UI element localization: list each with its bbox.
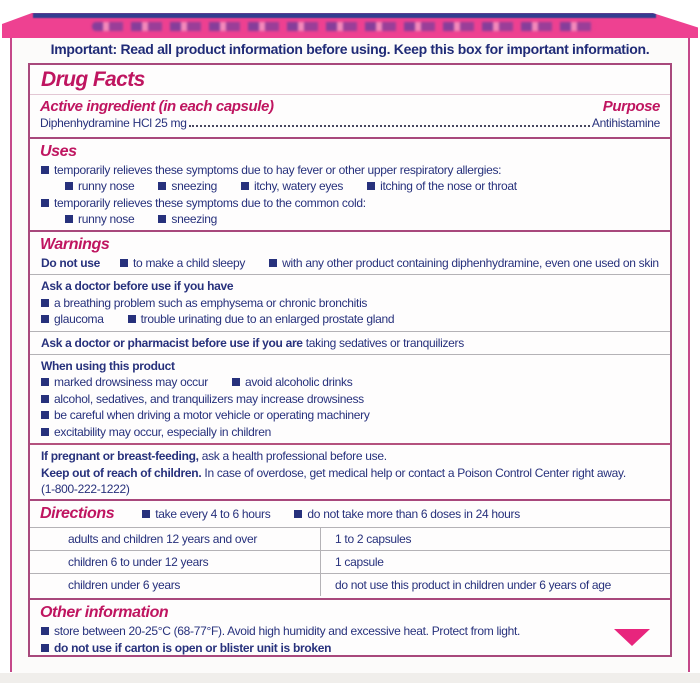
bullet-text: to make a child sleepy xyxy=(133,255,246,270)
bullet-row xyxy=(39,311,661,327)
square-bullet-icon xyxy=(41,395,49,403)
bullet-item xyxy=(41,392,364,406)
bullet-item xyxy=(41,425,271,439)
square-bullet-icon xyxy=(41,315,49,323)
do-not-use-row xyxy=(39,255,661,271)
dotted-leader xyxy=(189,125,590,127)
important-notice: Important: Read all product information before using. Keep this box for important information. xyxy=(50,41,650,57)
bullet-item xyxy=(294,507,520,521)
bullet-text: marked drowsiness may occur xyxy=(54,375,208,390)
bullet-row xyxy=(39,640,661,656)
dose-table-row xyxy=(30,527,670,550)
bullet-text: take every 4 to 6 hours xyxy=(155,507,271,522)
keep-out-lead: Keep out of reach of children. xyxy=(41,465,202,480)
keep-out-row xyxy=(39,465,661,481)
bullet-text: excitability may occur, especially in children xyxy=(54,424,271,439)
bullet-item xyxy=(241,179,343,193)
ingredient-row xyxy=(39,115,661,135)
bullet-item xyxy=(65,212,134,226)
bullet-item xyxy=(41,196,366,210)
bullet-item xyxy=(41,375,208,389)
bullet-row xyxy=(39,407,661,423)
bullet-text: do not use if carton is open or blister unit is broken xyxy=(54,640,332,655)
square-bullet-icon xyxy=(241,182,249,190)
square-bullet-icon xyxy=(41,299,49,307)
square-bullet-icon xyxy=(65,182,73,190)
bullet-item xyxy=(41,296,367,310)
bullet-item xyxy=(41,624,520,638)
section-divider xyxy=(30,598,670,600)
square-bullet-icon xyxy=(41,411,49,419)
purpose-heading: Purpose xyxy=(602,98,660,115)
do-not-use-lead: Do not use xyxy=(41,255,100,270)
bullet-text: do not take more than 6 doses in 24 hours xyxy=(307,507,520,522)
square-bullet-icon xyxy=(294,510,302,518)
panel-edge-right xyxy=(688,38,690,672)
bullet-text: be careful when driving a motor vehicle or operating machinery xyxy=(54,408,370,423)
bullet-text: alcohol, sedatives, and tranquilizers may increase drowsiness xyxy=(54,391,364,406)
square-bullet-icon xyxy=(142,510,150,518)
pregnant-row xyxy=(39,448,661,464)
bullet-text: temporarily relieves these symptoms due to the common cold: xyxy=(54,195,366,210)
panel-bottom-shadow xyxy=(0,673,700,683)
square-bullet-icon xyxy=(41,378,49,386)
active-ingredient-header-row xyxy=(39,95,661,115)
dose-cell: do not use this product in children under 6 years of age xyxy=(320,574,670,596)
box-top-flap xyxy=(2,13,698,38)
dose-table-row xyxy=(30,550,670,573)
drug-facts-title: Drug Facts xyxy=(41,68,145,91)
ask-doctor-list xyxy=(39,295,661,328)
subsection-rule xyxy=(30,354,670,355)
bullet-row xyxy=(39,211,661,227)
directions-heading: Directions xyxy=(40,505,115,523)
square-bullet-icon xyxy=(41,166,49,174)
panel-edge-left xyxy=(10,38,12,672)
other-information-heading: Other information xyxy=(40,604,169,622)
poison-phone: (1-800-222-1222) xyxy=(41,482,130,496)
bullet-row xyxy=(39,623,661,639)
directions-bullets xyxy=(142,507,520,521)
section-divider xyxy=(30,499,670,501)
ingredient-name: Diphenhydramine HCl 25 mg xyxy=(40,116,187,130)
bullet-row xyxy=(39,424,661,440)
bullet-text: a breathing problem such as emphysema or chronic bronchitis xyxy=(54,295,368,310)
bullet-text: glaucoma xyxy=(54,312,104,327)
ask-pharmacist-row xyxy=(39,335,661,351)
bullet-text: store between 20-25°C (68-77°F). Avoid high humidity and excessive heat. Protect from light. xyxy=(54,624,521,639)
bullet-item xyxy=(65,179,134,193)
square-bullet-icon xyxy=(41,199,49,207)
active-ingredient-heading: Active ingredient (in each capsule) xyxy=(40,98,274,115)
bullet-text: with any other product containing diphenhydramine, even one used on skin xyxy=(282,255,659,270)
bullet-item xyxy=(41,312,104,326)
bullet-text: sneezing xyxy=(171,179,218,194)
square-bullet-icon xyxy=(41,627,49,635)
dose-table-row xyxy=(30,573,670,596)
bullet-row xyxy=(39,162,661,178)
square-bullet-icon xyxy=(158,182,166,190)
bullet-text: itchy, watery eyes xyxy=(254,179,344,194)
bullet-item xyxy=(142,507,270,521)
when-using-lead: When using this product xyxy=(41,358,175,373)
bullet-item xyxy=(120,256,245,270)
bullet-text: trouble urinating due to an enlarged prostate gland xyxy=(140,312,395,327)
uses-heading: Uses xyxy=(40,143,77,160)
bullet-row xyxy=(39,391,661,407)
bullet-item xyxy=(41,408,370,422)
subsection-rule xyxy=(30,274,670,275)
section-divider xyxy=(30,137,670,139)
ingredient-purpose: Antihistamine xyxy=(591,116,660,130)
when-using-list xyxy=(39,374,661,440)
bullet-text: temporarily relieves these symptoms due to hay fever or other upper respiratory allergies: xyxy=(54,163,502,177)
ask-pharmacist-text: taking sedatives or tranquilizers xyxy=(305,335,464,350)
bullet-row xyxy=(39,295,661,311)
dose-table xyxy=(30,527,670,596)
dose-cell: 1 to 2 capsules xyxy=(320,528,670,550)
directions-header-row xyxy=(39,503,661,525)
bullet-item xyxy=(41,641,331,655)
age-group-cell: children under 6 years xyxy=(68,578,181,593)
square-bullet-icon xyxy=(41,428,49,436)
bullet-item xyxy=(158,179,217,193)
bullet-row xyxy=(39,178,661,194)
square-bullet-icon xyxy=(269,259,277,267)
bullet-item xyxy=(128,312,395,326)
pregnant-lead: If pregnant or breast-feeding, xyxy=(41,449,199,464)
subsection-rule-pink xyxy=(30,443,670,445)
square-bullet-icon xyxy=(65,215,73,223)
flap-mirrored-brand-text xyxy=(92,22,593,31)
age-group-cell: adults and children 12 years and over xyxy=(68,532,258,547)
section-divider xyxy=(30,230,670,232)
bullet-text: itching of the nose or throat xyxy=(380,179,517,194)
bullet-item xyxy=(41,163,501,177)
square-bullet-icon xyxy=(41,644,49,652)
dose-cell: 1 capsule xyxy=(320,551,670,573)
bullet-text: avoid alcoholic drinks xyxy=(244,375,353,390)
square-bullet-icon xyxy=(158,215,166,223)
bullet-item xyxy=(232,375,352,389)
flap-blue-stripe xyxy=(33,13,656,18)
ask-doctor-lead: Ask a doctor before use if you have xyxy=(41,279,234,294)
square-bullet-icon xyxy=(232,378,240,386)
bullet-item xyxy=(367,179,517,193)
bullet-item xyxy=(269,256,659,270)
bullet-text: runny nose xyxy=(78,212,135,227)
warnings-heading: Warnings xyxy=(40,235,110,253)
square-bullet-icon xyxy=(367,182,375,190)
drug-facts-box xyxy=(28,63,672,657)
square-bullet-icon xyxy=(128,315,136,323)
triangle-down-icon xyxy=(614,629,650,646)
age-group-cell: children 6 to under 12 years xyxy=(68,555,209,570)
ask-pharmacist-lead: Ask a doctor or pharmacist before use if you are xyxy=(41,335,303,350)
other-information-list xyxy=(39,623,661,656)
uses-list xyxy=(39,162,661,228)
pregnant-text: ask a health professional before use. xyxy=(201,449,387,464)
subsection-rule xyxy=(30,331,670,332)
bullet-row xyxy=(39,195,661,211)
bullet-text: sneezing xyxy=(171,212,218,227)
bullet-text: runny nose xyxy=(78,179,135,194)
keep-out-text: In case of overdose, get medical help or contact a Poison Control Center right away. xyxy=(204,465,626,480)
bullet-item xyxy=(158,212,217,226)
square-bullet-icon xyxy=(120,259,128,267)
do-not-use-items xyxy=(120,256,659,270)
bullet-row xyxy=(39,374,661,390)
